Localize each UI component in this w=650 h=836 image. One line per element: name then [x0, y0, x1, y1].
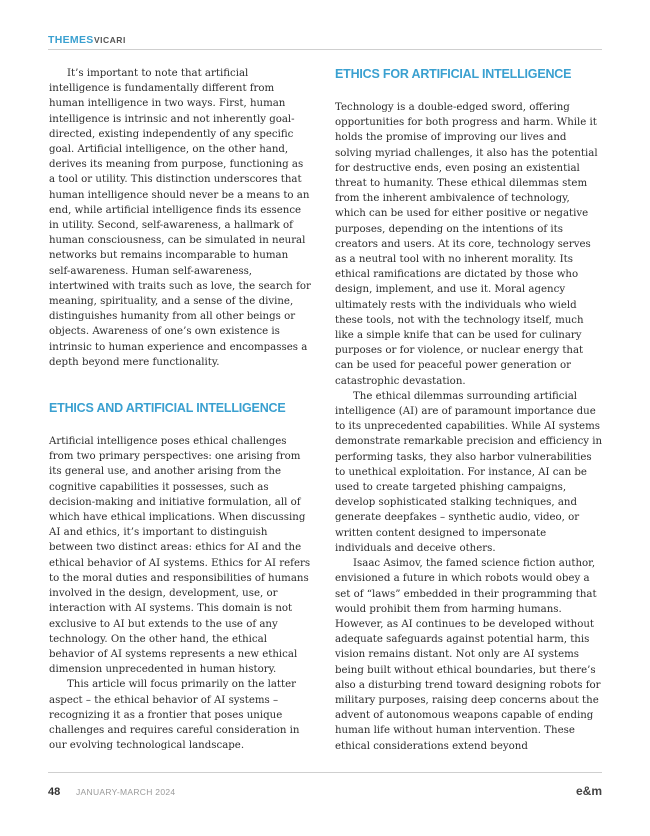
- author-label: VICARI: [94, 35, 126, 45]
- section-heading: ETHICS FOR ARTIFICIAL INTELLIGENCE: [335, 67, 572, 81]
- issue-date: JANUARY-MARCH 2024: [76, 787, 176, 797]
- right-column: [335, 66, 603, 754]
- body-paragraph: Technology is a double-edged sword, offering opportunities for both progress and harm. While it holds the promise of improving our lives and solving myriad challenges, it also has the potential for destructive ends, even posing an existential threat to humanity. These ethical dilemmas stem from the inherent ambivalence of technology, which can be used for either positive or negative purposes, depending on the intentions of its creators and users. At its core, technology serves as a neutral tool with no inherent morality. Its ethical ramifications are dictated by those who design, implement, and use it. Moral agency ultimately rests with the individuals who wield these tools, not with the technology itself, much like a simple knife that can be used for culinary purposes or for violence, or nuclear energy that can be used for peaceful power generation or catastrophic devastation.: [335, 102, 598, 387]
- body-paragraph: The ethical dilemmas surrounding artificial intelligence (AI) are of paramount importance due to its unprecedented capabilities. While AI systems demonstrate remarkable precision and efficiency in performing tasks, they also harbor vulnerabilities to unethical exploitation. For instance, AI can be used to create targeted phishing campaigns, develop sophisticated stalking techniques, and generate deepfakes – synthetic audio, video, or written content designed to impersonate individuals and deceive others.: [335, 390, 603, 554]
- body-paragraph: Artificial intelligence poses ethical challenges from two primary perspectives: one arising from its general use, and another arising from the cognitive capabilities it possesses, such as decision-making and initiative formulation, all of which have ethical implications. When discussing AI and ethics, it’s important to distinguish between two distinct areas: ethics for AI and the ethical behavior of AI systems. Ethics for AI refers to the moral duties and responsibilities of humans involved in the design, development, use, or interaction with AI systems. This domain is not exclusive to AI but extends to the use of any technology. On the other hand, the ethical behavior of AI systems represents a new ethical dimension unprecedented in human history.: [49, 436, 311, 676]
- brand-logo: e&m: [575, 784, 602, 798]
- left-column: [49, 66, 311, 753]
- body-paragraph: This article will focus primarily on the latter aspect – the ethical behavior of AI systems – recognizing it as a frontier that poses unique challenges and requires careful consideration in our evolving technological landscape.: [49, 679, 300, 752]
- page-number: 48: [48, 786, 61, 798]
- page-footer: [48, 772, 602, 802]
- body-paragraph: Isaac Asimov, the famed science fiction author, envisioned a future in which robots would obey a set of “laws” embedded in their programming that would prohibit them from harming humans. However, as AI continues to be developed without adequate safeguards against potential harm, this vision remains distant. Not only are AI systems being built without ethical boundaries, but there’s also a disturbing trend toward designing robots for military purposes, raising deep concerns about the advent of autonomous weapons capable of ending human life without human intervention. These ethical considerations extend beyond: [335, 558, 601, 752]
- section-label: THEMES: [48, 34, 94, 46]
- section-heading: ETHICS AND ARTIFICIAL INTELLIGENCE: [49, 401, 286, 416]
- page-header: [48, 32, 602, 50]
- body-paragraph: It’s important to note that artificial intelligence is fundamentally different from human intelligence in two ways. First, human intelligence is intrinsic and not inherently goal-directed, existing independently of any specific goal. Artificial intelligence, on the other hand, derives its meaning from purpose, functioning as a tool or utility. This distinction underscores that human intelligence should never be a means to an end, while artificial intelligence finds its essence in utility. Second, self-awareness, a hallmark of human consciousness, can be simulated in neural networks but remains incomparable to human self-awareness. Human self-awareness, intertwined with traits such as love, the search for meaning, spirituality, and a sense of the divine, distinguishes humanity from all other beings or objects. Awareness of one’s own existence is intrinsic to human experience and encompasses a depth beyond mere functionality.: [49, 68, 311, 368]
